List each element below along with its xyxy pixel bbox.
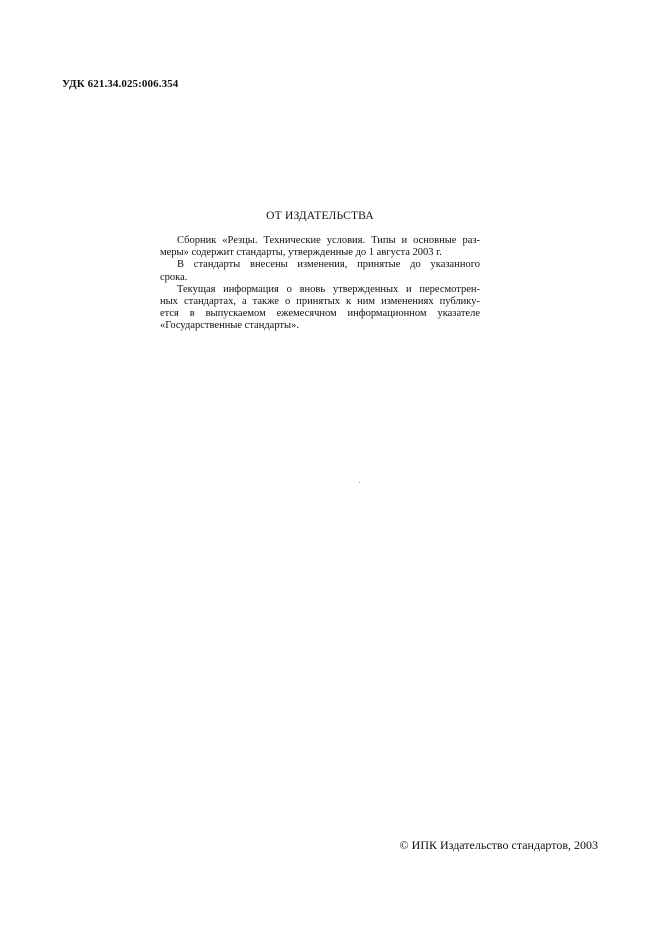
paragraph <box>160 259 480 283</box>
text-line: Текущая информация о вновь утвержденных и пересмотрен- <box>177 283 480 295</box>
publisher-note-body <box>160 235 480 333</box>
udk-code: УДК 621.34.025:006.354 <box>62 78 179 90</box>
print-speck <box>359 482 360 483</box>
text-line: срока. <box>160 271 188 283</box>
section-title: ОТ ИЗДАТЕЛЬСТВА <box>266 210 374 222</box>
paragraph <box>160 284 480 333</box>
text-line: ется в выпускаемом ежемесячном информационном указателе <box>160 308 480 320</box>
text-line: ных стандартах, а также о принятых к ним изменениях публику- <box>160 296 480 308</box>
paragraph <box>160 235 480 259</box>
text-line: «Государственные стандарты». <box>160 320 299 332</box>
text-line: Сборник «Резцы. Технические условия. Типы и основные раз- <box>177 235 480 246</box>
text-line: меры» содержит стандарты, утвержденные до 1 августа 2003 г. <box>160 247 442 259</box>
copyright-notice: © ИПК Издательство стандартов, 2003 <box>399 838 598 852</box>
text-line: В стандарты внесены изменения, принятые до указанного <box>177 259 480 271</box>
